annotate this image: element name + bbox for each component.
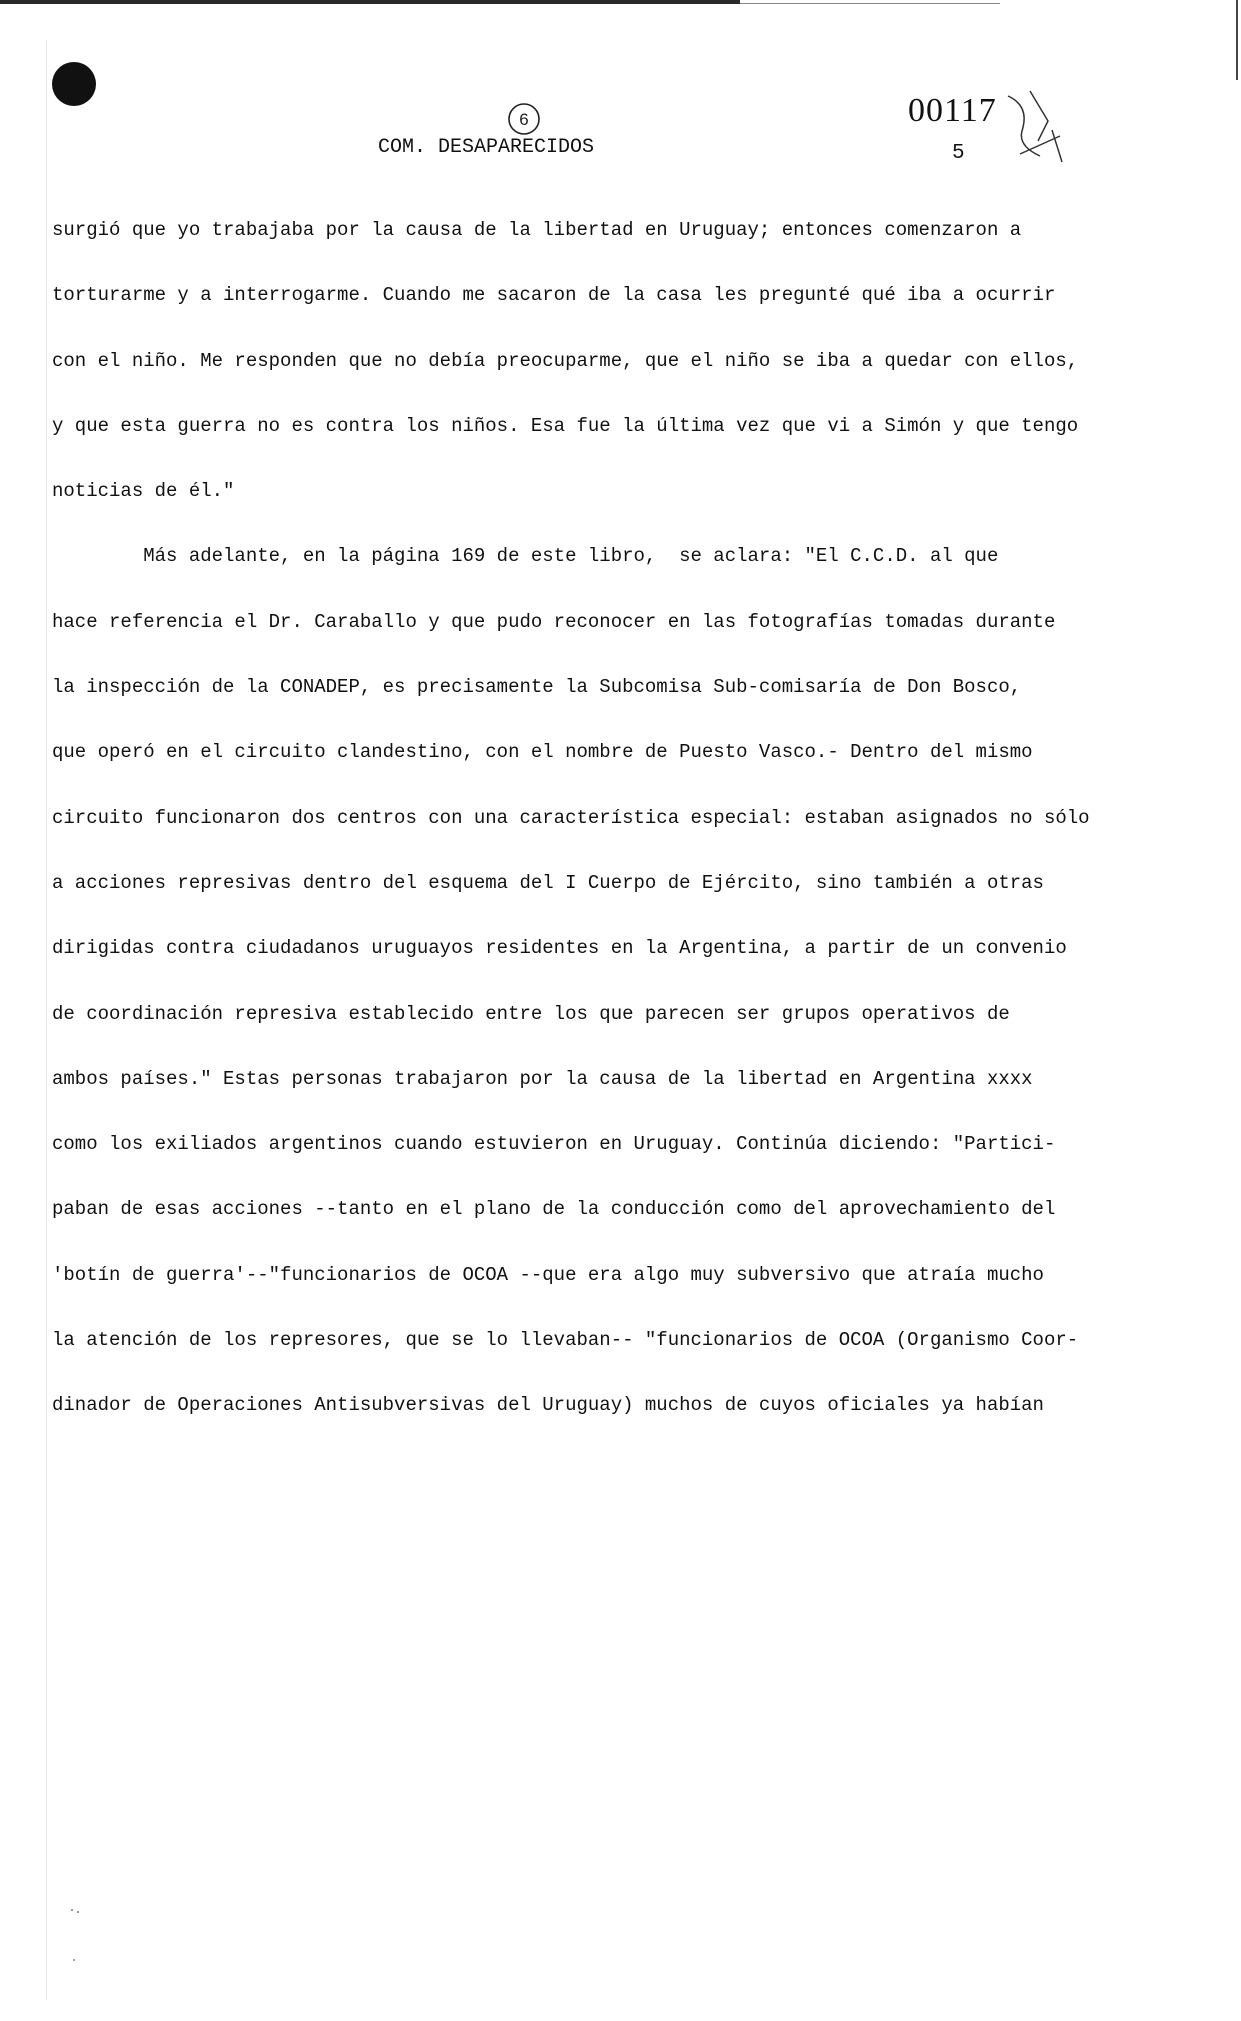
body-line: torturarme y a interrogarme. Cuando me sacaron de la casa les pregunté qué iba a ocurrir: [52, 284, 1056, 307]
svg-text:6: 6: [519, 110, 529, 129]
document-header-title: COM. DESAPARECIDOS: [378, 136, 595, 159]
body-line: ambos países." Estas personas trabajaron por la causa de la libertad en Argentina xxxx: [52, 1067, 1033, 1090]
punch-hole: [52, 62, 96, 106]
body-line: de coordinación represiva establecido entre los que parecen ser grupos operativos de: [52, 1002, 1010, 1025]
body-line: noticias de él.": [52, 480, 235, 503]
scan-top-border-thin: [740, 3, 1000, 4]
body-line: y que esta guerra no es contra los niños. Esa fue la última vez que vi a Simón y que tengo: [52, 414, 1079, 437]
body-line: con el niño. Me responden que no debía preocuparme, que el niño se iba a quedar con ellos,: [52, 349, 1079, 372]
body-line: dirigidas contra ciudadanos uruguayos residentes en la Argentina, a partir de un convenio: [52, 937, 1067, 960]
body-line: la inspección de la CONADEP, es precisamente la Subcomisa Sub-comisaría de Don Bosco,: [52, 676, 1022, 699]
body-line: que operó en el circuito clandestino, con el nombre de Puesto Vasco.- Dentro del mismo: [52, 741, 1033, 764]
scan-top-border: [0, 0, 740, 4]
scan-right-edge: [1236, 0, 1238, 80]
body-line: la atención de los represores, que se lo llevaban-- "funcionarios de OCOA (Organismo Coor-: [52, 1329, 1079, 1352]
body-line: 'botín de guerra'--"funcionarios de OCOA --que era algo muy subversivo que atraía mucho: [52, 1263, 1044, 1286]
body-line: como los exiliados argentinos cuando estuvieron en Uruguay. Continúa diciendo: "Partici-: [52, 1133, 1056, 1156]
scan-left-margin-line: [46, 40, 47, 2000]
document-body: [52, 198, 1090, 1439]
body-line: circuito funcionaron dos centros con una característica especial: estaban asignados no sólo: [52, 806, 1090, 829]
handwritten-corner-mark: [1000, 86, 1070, 166]
body-line: a acciones represivas dentro del esquema del I Cuerpo de Ejército, sino también a otras: [52, 871, 1044, 894]
circled-number-mark: [505, 100, 543, 138]
scan-specks: [68, 1900, 88, 1980]
body-line: paban de esas acciones --tanto en el plano de la conducción como del aprovechamiento del: [52, 1198, 1056, 1221]
body-line: Más adelante, en la página 169 de este libro, se aclara: "El C.C.D. al que: [52, 545, 999, 568]
body-line: surgió que yo trabajaba por la causa de la libertad en Uruguay; entonces comenzaron a: [52, 219, 1022, 241]
page-number: 5: [952, 142, 965, 165]
body-line: dinador de Operaciones Antisubversivas del Uruguay) muchos de cuyos oficiales ya habían: [52, 1394, 1044, 1417]
document-stamp-number: 00117: [908, 92, 997, 129]
body-line: hace referencia el Dr. Caraballo y que pudo reconocer en las fotografías tomadas durante: [52, 610, 1056, 633]
